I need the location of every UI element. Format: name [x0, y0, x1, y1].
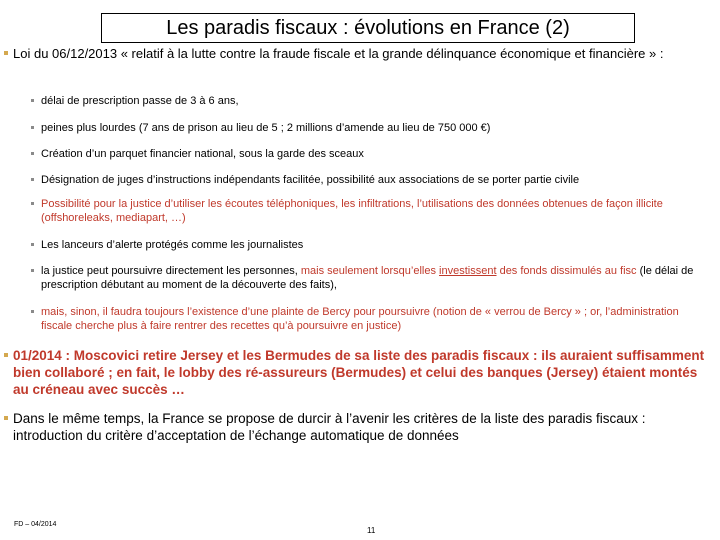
- bullet-icon: [4, 353, 8, 357]
- sub-item-7-part-e: (le délai de prescription débutant au moment de la découverte des faits),: [41, 265, 694, 291]
- footer-author-date: FD – 04/2014: [14, 521, 57, 528]
- page-number: 11: [367, 526, 376, 535]
- intro-paragraph: Loi du 06/12/2013 « relatif à la lutte contre la fraude fiscale et la grande délinquance économique et financière » :: [13, 46, 664, 61]
- point-2-paragraph: 01/2014 : Moscovici retire Jersey et les Bermudes de sa liste des paradis fiscaux : ils auraient suffisamment bien collaboré ; en fait, le lobby des ré-assureurs (Bermudes) et celui des banques (Jersey) étaient montés au créneau avec succès …: [13, 348, 705, 397]
- sub-item-7-part-b: mais seulement lorsqu’elles: [300, 265, 440, 277]
- sub-bullet-icon: [31, 269, 34, 272]
- sub-bullet-icon: [31, 178, 34, 181]
- bullet-icon: [4, 51, 8, 55]
- sub-bullet-icon: [31, 126, 34, 129]
- sub-item-6: Les lanceurs d’alerte protégés comme les journalistes: [41, 239, 304, 251]
- sub-item-7: [41, 264, 711, 292]
- sub-item-4: Désignation de juges d’instructions indépendants facilitée, possibilité aux associations de se porter partie civile: [41, 174, 580, 186]
- sub-bullet-icon: [31, 243, 34, 246]
- sub-item-7-part-d: des fonds dissimulés au fisc: [496, 265, 637, 277]
- slide-title-text: Les paradis fiscaux : évolutions en France (2): [166, 17, 570, 39]
- sub-item-7-part-a: la justice peut poursuivre directement les personnes,: [41, 265, 301, 277]
- sub-item-7-part-c: investissent: [439, 265, 497, 277]
- sub-item-1: délai de prescription passe de 3 à 6 ans,: [41, 95, 239, 107]
- slide-title: [101, 13, 635, 43]
- bullet-icon: [4, 416, 8, 420]
- sub-bullet-icon: [31, 99, 34, 102]
- sub-item-3: Création d’un parquet financier national, sous la garde des sceaux: [41, 148, 364, 160]
- sub-bullet-icon: [31, 152, 34, 155]
- sub-item-5: Possibilité pour la justice d’utiliser les écoutes téléphoniques, les infiltrations, l’utilisations des données obtenues de façon illicite (offshoreleaks, mediapart, …): [41, 198, 663, 224]
- sub-bullet-icon: [31, 310, 34, 313]
- sub-bullet-icon: [31, 202, 34, 205]
- point-3-paragraph: Dans le même temps, la France se propose de durcir à l’avenir les critères de la liste des paradis fiscaux : introduction du critère d’acceptation de l’échange automatique de données: [13, 411, 646, 443]
- sub-item-8: mais, sinon, il faudra toujours l’existence d’une plainte de Bercy pour poursuivre (notion de « verrou de Bercy » ; or, l’administration fiscale cherche plus à faire rentrer des recettes qu’à poursuivre en justice): [41, 306, 679, 332]
- sub-item-2: peines plus lourdes (7 ans de prison au lieu de 5 ; 2 millions d’amende au lieu de 750 000 €): [41, 122, 491, 134]
